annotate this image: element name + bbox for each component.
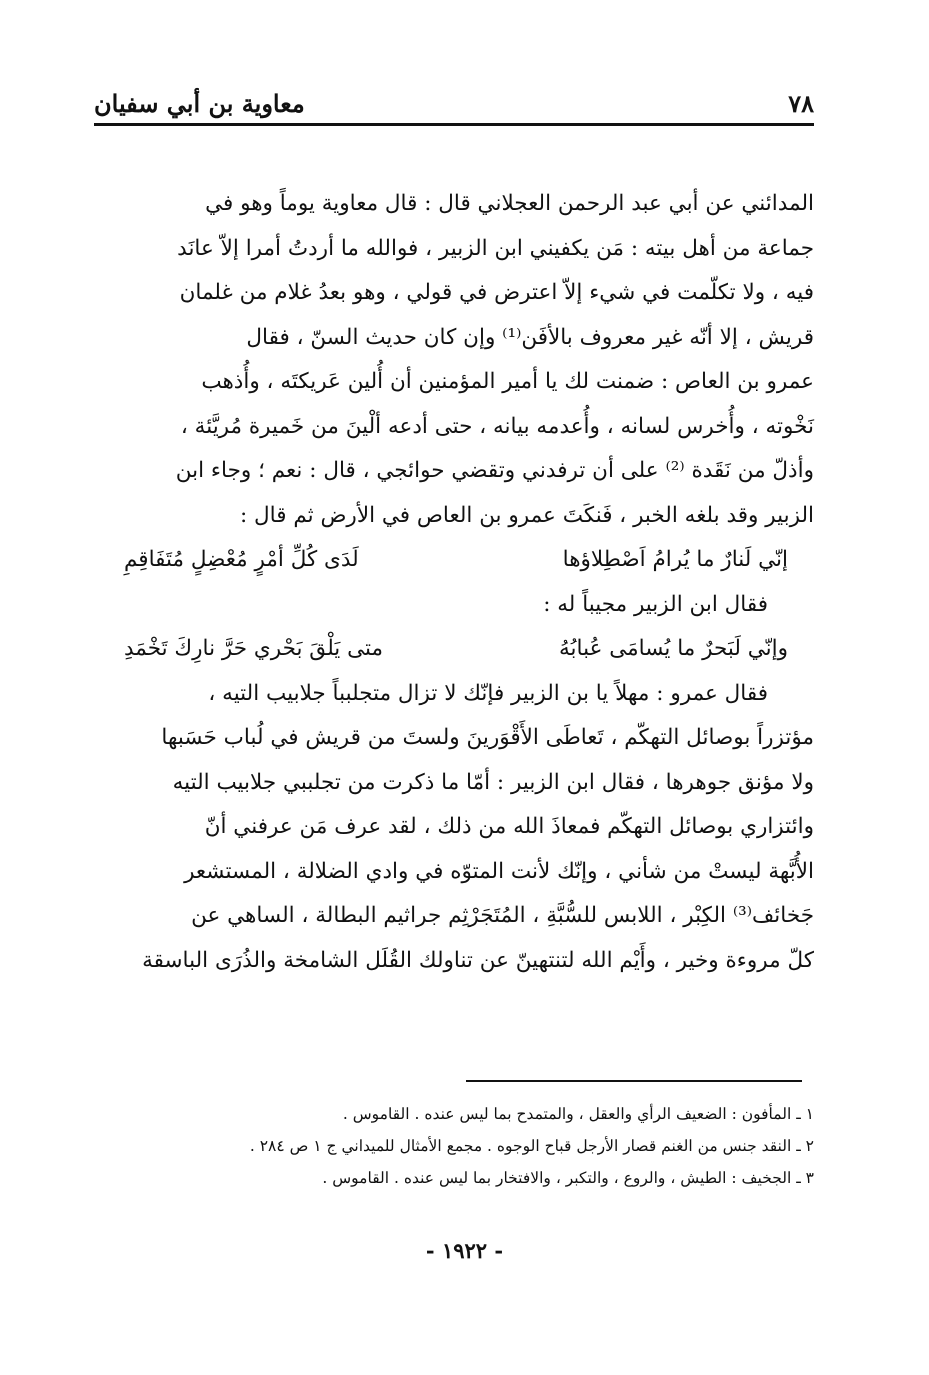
text-line: مؤتزراً بوصائل التهكّم ، تَعاطَى الأَقْوَرينَ ولستَ من قريش في لُباب حَسَبها	[161, 725, 814, 750]
poem-hemistich-left: لَدَى كُلِّ أمْرٍ مُعْضِلٍ مُتَفَاقِمِ	[124, 547, 359, 572]
footnotes	[94, 1098, 814, 1194]
poem-verse-2	[94, 627, 814, 672]
main-text	[94, 182, 814, 983]
header-rule	[94, 123, 814, 126]
text-line: قريش ، إلا أنّه غير معروف بالأفَن⁽¹⁾ وإن كان حديث السنّ ، فقال	[246, 324, 814, 350]
poem-hemistich-right: إنّي لَنارٌ ما يُرامُ اَصْطِلاؤها	[562, 547, 788, 572]
header-page-number: ٧٨	[788, 89, 814, 118]
text-line: وائتزاري بوصائل التهكّم فمعاذَ الله من ذلك ، لقد عرف مَن عرفني أنّ	[204, 814, 814, 839]
poem-intro: فقال ابن الزبير مجيباً له :	[543, 591, 768, 617]
text-line: المدائني عن أبي عبد الرحمن العجلاني قال : قال معاوية يوماً وهو في	[205, 191, 814, 216]
text-line: الزبير وقد بلغه الخبر ، فَنكَتَ عمرو بن العاص في الأرض ثم قال :	[239, 502, 814, 528]
poem-hemistich-left: متى يَلْقَ بَحْري حَرَّ نارِكَ تَخْمَدِ	[124, 636, 384, 661]
text-line: فيه ، ولا تكلّمت في شيء إلاّ اعترض في قولي ، وهو بعدُ غلام من غلمان	[179, 280, 814, 305]
text-line: جَخائف⁽³⁾ الكِبْر ، اللابس للسُّبَّةِ ، المُتَجَرْثِم جراثيم البطالة ، الساهي عن	[191, 903, 814, 928]
text-line: نَخْوته ، وأُخرس لسانه ، وأُعدمه بيانه ، حتى أدعه ألْينَ من خَميرة مُريَّئة ،	[180, 413, 814, 439]
text-line: وأذلّ من نَقَدة ⁽²⁾ على أن ترفدني وتقضي حوائجي ، قال : نعم ؛ وجاء ابن	[175, 458, 814, 483]
page-footer-number: - ١٩٢٢ -	[425, 1238, 504, 1263]
text-line: فقال عمرو : مهلاً يا بن الزبير فإنّك لا تزال متجلبباً جلابيب التيه ،	[208, 680, 768, 706]
footnote-1: ١ ـ المأفون : الضعيف الرأي والعقل ، والمتمدح بما ليس عنده . القاموس .	[342, 1105, 814, 1123]
poem-verse-1	[94, 538, 814, 583]
footnote-2: ٢ ـ النقد جنس من الغنم قصار الأرجل قباح الوجوه . مجمع الأمثال للميداني ج ١ ص ٢٨٤ .	[249, 1137, 814, 1155]
footnote-rule	[466, 1080, 802, 1082]
text-line: ولا مؤنق جوهرها ، فقال ابن الزبير : أمّا ما ذكرت من تجلببي جلابيب التيه	[172, 769, 814, 795]
text-line: الأُبَّهة ليستْ من شأني ، وإنّك لأنت المتوّه في وادي الضلالة ، المستشعر	[184, 858, 814, 884]
header-book-title: معاوية بن أبي سفيان	[94, 89, 305, 118]
poem-hemistich-right: وإنّي لَبَحرٌ ما يُسامَى عُبابُهُ	[559, 636, 788, 661]
text-line: جماعة من أهل بيته : مَن يكفيني ابن الزبير ، فوالله ما أردتُ أمرا إلاّ عانَد	[177, 235, 814, 261]
running-header	[94, 78, 814, 118]
footnote-3: ٣ ـ الجخيف : الطيش ، والروع ، والتكبر ، والافتخار بما ليس عنده . القاموس .	[322, 1169, 814, 1187]
text-line: كلّ مروءة وخير ، وأَيْم الله لتنتهينّ عن تناولك القُلَل الشامخة والذُرَى الباسقة	[142, 947, 814, 973]
text-line: عمرو بن العاص : ضمنت لك يا أمير المؤمنين أن أُلين عَريكتَه ، وأُذهب	[201, 369, 814, 394]
